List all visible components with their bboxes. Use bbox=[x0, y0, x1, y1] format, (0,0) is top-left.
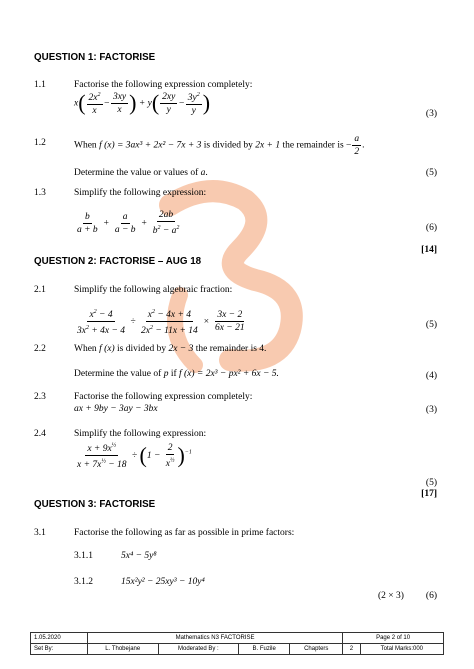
q2-1-text: Simplify the following algebraic fraction: bbox=[74, 285, 233, 295]
q3-1-number: 3.1 bbox=[34, 528, 46, 538]
q2-4-number: 2.4 bbox=[34, 429, 46, 439]
q3-multiplier: (2 × 3) bbox=[378, 591, 404, 601]
q3-1-1-number: 3.1.1 bbox=[74, 551, 93, 561]
q2-3-text: Factorise the following expression completely: bbox=[74, 392, 253, 402]
q1-2-line2: Determine the value or values of a. bbox=[74, 168, 208, 178]
q2-2-line2: Determine the value of p if f (x) = 2x³ − px² + 6x − 5. bbox=[74, 369, 279, 379]
q1-3-expression: $\frac{b}{a + b}$ + $\frac{a}{a - b}$ + $\frac{2ab}{b^2 - a^2}$ bbox=[77, 210, 180, 237]
q2-1-number: 2.1 bbox=[34, 285, 46, 295]
q1-2-number: 1.2 bbox=[34, 138, 46, 148]
footer-table bbox=[30, 632, 444, 655]
q1-3-marks: (6) bbox=[425, 223, 437, 233]
q1-heading: QUESTION 1: FACTORISE bbox=[34, 52, 156, 63]
q2-4-marks: (5) bbox=[425, 478, 437, 488]
q2-3-number: 2.3 bbox=[34, 392, 46, 402]
q1-1-marks: (3) bbox=[425, 109, 437, 119]
q2-2-text: When f (x) is divided by 2x − 3 the remainder is 4. bbox=[74, 344, 267, 354]
q3-1-2-expression: 15x²y² − 25xy³ − 10y⁴ bbox=[121, 577, 205, 587]
footer-page: Page 2 of 10 bbox=[343, 633, 444, 644]
footer-moderated-label: Moderated By : bbox=[158, 644, 238, 655]
footer-moderated: B. Fuzile bbox=[239, 644, 290, 655]
q2-heading: QUESTION 2: FACTORISE – AUG 18 bbox=[34, 256, 202, 267]
footer-set-by-label: Set By: bbox=[31, 644, 88, 655]
q2-3-expression: ax + 9by − 3ay − 3bx bbox=[74, 404, 158, 414]
q2-1-marks: (5) bbox=[425, 320, 437, 330]
footer-set-by: L. Thobejane bbox=[87, 644, 158, 655]
footer-date: 1.05.2020 bbox=[31, 633, 88, 644]
q3-1-text: Factorise the following as far as possible in prime factors: bbox=[74, 528, 295, 538]
q2-4-expression: $\frac{x + 9x^{\frac{1}{2}}}{x + 7x^{\frac{1}{2}} - 18}$ ÷ (1 − $\frac{2}{x^{\frac{1}{2}}}$ )$^{-1}$ bbox=[77, 442, 192, 471]
q1-3-text: Simplify the following expression: bbox=[74, 188, 207, 198]
footer-chapters: 2 bbox=[343, 644, 360, 655]
q3-heading: QUESTION 3: FACTORISE bbox=[34, 499, 156, 510]
q1-1-expression: x( $\frac{2x^2}{x}$ − $\frac{3xy}{x}$ ) + y( $\frac{2xy}{y}$ − $\frac{3y^2}{y}$ ) bbox=[74, 90, 211, 117]
q3-marks: (6) bbox=[425, 591, 437, 601]
q1-total: [14] bbox=[421, 245, 437, 255]
footer-chapters-label: Chapters bbox=[290, 644, 343, 655]
q1-3-number: 1.3 bbox=[34, 188, 46, 198]
q1-2-marks: (5) bbox=[425, 168, 437, 178]
q2-2-marks: (4) bbox=[425, 371, 437, 381]
footer-total-marks: Total Marks:000 bbox=[360, 644, 443, 655]
q3-1-1-expression: 5x⁴ − 5y⁸ bbox=[121, 551, 157, 561]
q2-total: [17] bbox=[421, 489, 437, 499]
q2-4-text: Simplify the following expression: bbox=[74, 429, 207, 439]
q2-1-expression: $\frac{x^2 - 4}{3x^2 + 4x - 4}$ ÷ $\frac{x^2 - 4x + 4}{2x^2 - 11x + 14}$ × $\frac{3x - 2}{6x - 21}$ bbox=[77, 309, 245, 337]
footer-title: Mathematics N3 FACTORISE bbox=[87, 633, 342, 644]
q1-1-text: Factorise the following expression completely: bbox=[74, 80, 253, 90]
q3-1-2-number: 3.1.2 bbox=[74, 577, 93, 587]
q1-2-text: When f (x) = 3ax³ + 2x² − 7x + 3 is divided by 2x + 1 the remainder is − $\frac{a}{2}$ . bbox=[74, 134, 365, 157]
q2-3-marks: (3) bbox=[425, 405, 437, 415]
q1-1-number: 1.1 bbox=[34, 80, 46, 90]
q2-2-number: 2.2 bbox=[34, 344, 46, 354]
